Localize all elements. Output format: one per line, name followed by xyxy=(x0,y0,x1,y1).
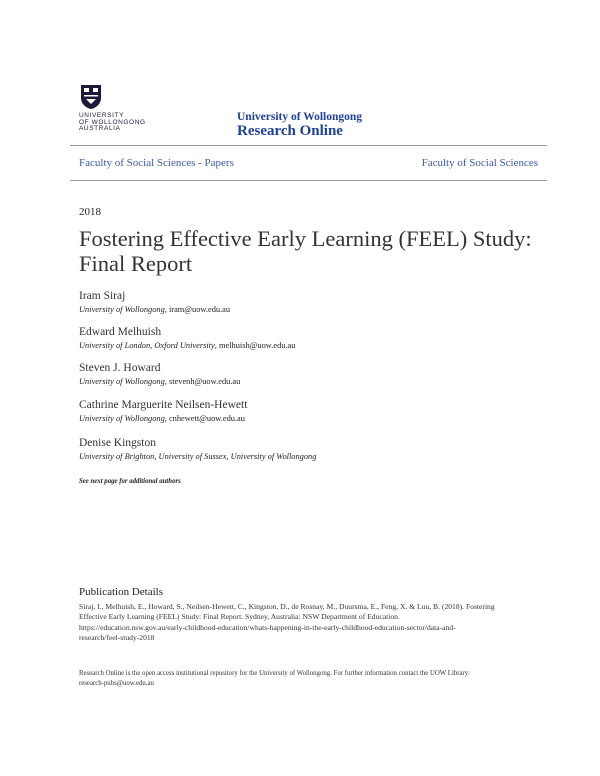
affiliation-text: University of Wollongong xyxy=(79,377,165,386)
affiliation-text: University of London, Oxford University xyxy=(79,341,215,350)
author-name: Denise Kingston xyxy=(79,437,156,449)
logo-line-3: AUSTRALIA xyxy=(79,125,121,132)
footer-email-link[interactable]: research-pubs@uow.edu.au xyxy=(79,680,154,688)
author-affiliation: University of Wollongong, stevenh@uow.edu.au xyxy=(79,377,241,386)
publication-year: 2018 xyxy=(79,206,101,218)
publication-details-text xyxy=(79,602,539,643)
additional-authors-note[interactable]: See next page for additional authors xyxy=(79,478,181,485)
faculty-link[interactable]: Faculty of Social Sciences xyxy=(421,157,538,169)
author-affiliation: University of Wollongong, cnhewett@uow.edu.au xyxy=(79,414,245,423)
logo-line-1: UNIVERSITY xyxy=(79,112,125,119)
document-title: Fostering Effective Early Learning (FEEL) Study: Final Report xyxy=(79,226,532,276)
citation-url-line[interactable]: research/feel-study-2018 xyxy=(79,632,155,642)
author-affiliation: University of London, Oxford University, melhuish@uow.edu.au xyxy=(79,341,296,350)
author-affiliation xyxy=(79,452,316,461)
citation-line: Effective Early Learning (FEEL) Study: Final Report. Sydney, Australia: NSW Department of Education. xyxy=(79,612,400,622)
affiliation-text: University of Wollongong xyxy=(79,305,165,314)
faculty-papers-link[interactable]: Faculty of Social Sciences - Papers xyxy=(79,157,234,169)
author-email[interactable]: iram@uow.edu.au xyxy=(168,305,231,314)
university-logo-text xyxy=(79,113,146,133)
nav-divider xyxy=(70,180,547,181)
repository-footer xyxy=(79,669,539,689)
author-email[interactable]: melhuish@uow.edu.au xyxy=(218,341,296,350)
footer-text: Research Online is the open access institutional repository for the University of Wollongong. For further information contact the UOW Library: xyxy=(79,670,471,677)
header-divider xyxy=(70,145,547,146)
author-name: Cathrine Marguerite Neilsen-Hewett xyxy=(79,399,248,411)
research-online-link[interactable]: Research Online xyxy=(237,123,343,139)
university-crest-icon xyxy=(80,84,102,110)
affiliation-text: University of Brighton, University of Sussex, University of Wollongong xyxy=(79,452,317,461)
publication-details-heading: Publication Details xyxy=(79,586,164,598)
author-name: Steven J. Howard xyxy=(79,362,161,374)
author-email[interactable]: stevenh@uow.edu.au xyxy=(168,377,241,386)
citation-line: Siraj, I., Melhuish, E., Howard, S., Neilsen-Hewett, C., Kingston, D., de Rosnay, M., Duursma, E., Feng, X. & Luu, B. (2018). Fostering xyxy=(79,602,495,611)
author-name: Iram Siraj xyxy=(79,290,126,302)
affiliation-text: University of Wollongong xyxy=(79,414,165,423)
logo-line-2: OF WOLLONGONG xyxy=(79,118,146,126)
author-email[interactable]: cnhewett@uow.edu.au xyxy=(168,414,245,423)
author-affiliation: University of Wollongong, iram@uow.edu.au xyxy=(79,305,231,314)
author-name: Edward Melhuish xyxy=(79,326,162,338)
citation-url-line[interactable]: https://education.nsw.gov.au/early-childhood-education/whats-happening-in-the-early-childhood-education-sector/data-and- xyxy=(79,622,456,632)
university-link[interactable]: University of Wollongong xyxy=(237,111,363,123)
